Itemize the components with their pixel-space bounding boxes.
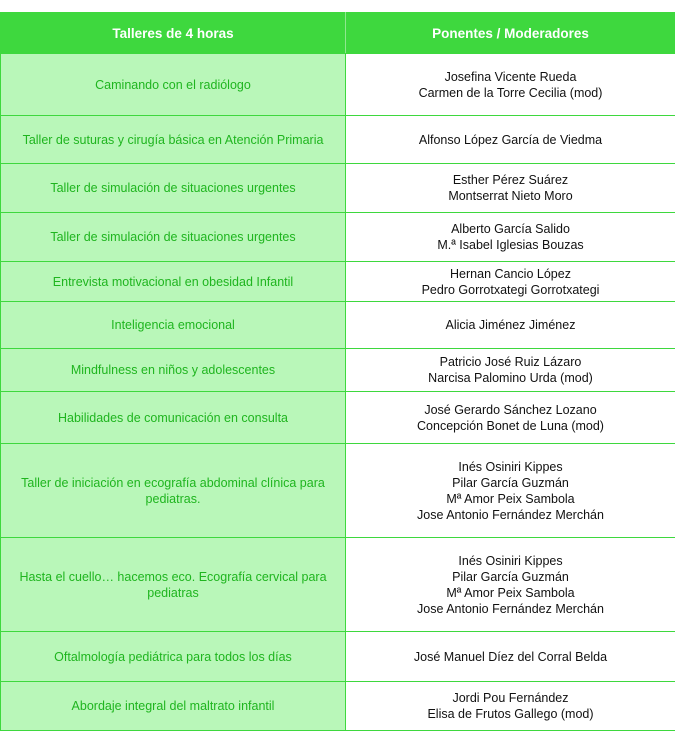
speaker-name: Alicia Jiménez Jiménez [445, 318, 576, 332]
workshop-title: Taller de simulación de situaciones urgentes [1, 213, 346, 262]
workshop-title: Hasta el cuello… hacemos eco. Ecografía cervical para pediatras [1, 538, 346, 632]
table-row [1, 54, 675, 116]
table-row [1, 632, 675, 682]
speaker-name: Esther Pérez Suárez [452, 173, 569, 187]
workshop-speakers [346, 262, 675, 302]
workshop-speakers [346, 632, 675, 682]
workshop-speakers [346, 164, 675, 213]
table-row [1, 262, 675, 302]
speaker-name: Josefina Vicente Rueda [444, 69, 577, 84]
speaker-name: Inés Osiniri Kippes [458, 459, 563, 474]
speaker-name: Pilar García Guzmán [452, 475, 569, 490]
speaker-name: Inés Osiniri Kippes [458, 553, 563, 568]
speaker-name: José Gerardo Sánchez Lozano [424, 402, 597, 417]
speaker-name: Concepción Bonet de Luna (mod) [417, 418, 604, 433]
speaker-name: Jose Antonio Fernández Merchán [417, 507, 604, 522]
speaker-name: Elisa de Frutos Gallego (mod) [427, 707, 594, 721]
speaker-name: Jose Antonio Fernández Merchán [417, 601, 604, 616]
header-row [1, 13, 675, 54]
workshop-title: Caminando con el radiólogo [1, 54, 346, 116]
speaker-name: Carmen de la Torre Cecilia (mod) [418, 85, 603, 100]
speaker-name: Alfonso López García de Viedma [418, 132, 603, 147]
table-body [1, 54, 675, 731]
speaker-name: Jordi Pou Fernández [452, 691, 569, 705]
speaker-name: Mª Amor Peix Sambola [446, 491, 575, 506]
column-header-speakers: Ponentes / Moderadores [346, 13, 675, 54]
speaker-name: José Manuel Díez del Corral Belda [413, 649, 608, 664]
workshop-title: Oftalmología pediátrica para todos los días [1, 632, 346, 682]
workshop-title: Inteligencia emocional [1, 302, 346, 349]
workshop-speakers [346, 392, 675, 444]
workshops-table [0, 12, 675, 731]
speaker-name: Narcisa Palomino Urda (mod) [428, 371, 593, 385]
table-row [1, 213, 675, 262]
speaker-name: Patricio José Ruiz Lázaro [439, 355, 582, 369]
workshop-title: Habilidades de comunicación en consulta [1, 392, 346, 444]
table-row [1, 302, 675, 349]
workshop-speakers [346, 302, 675, 349]
workshop-title: Taller de suturas y cirugía básica en Atención Primaria [1, 116, 346, 164]
table-row [1, 392, 675, 444]
speaker-name: M.ª Isabel Iglesias Bouzas [437, 238, 584, 252]
workshop-title: Entrevista motivacional en obesidad Infantil [1, 262, 346, 302]
column-header-workshops: Talleres de 4 horas [1, 13, 346, 54]
table-row [1, 444, 675, 538]
speaker-name: Pedro Gorrotxategi Gorrotxategi [421, 282, 600, 297]
speaker-name: Mª Amor Peix Sambola [446, 585, 575, 600]
workshop-speakers [346, 116, 675, 164]
workshop-speakers [346, 213, 675, 262]
workshop-title: Mindfulness en niños y adolescentes [1, 349, 346, 392]
table-row [1, 164, 675, 213]
workshop-title: Taller de iniciación en ecografía abdominal clínica para pediatras. [1, 444, 346, 538]
workshop-title: Abordaje integral del maltrato infantil [1, 682, 346, 731]
workshop-speakers [346, 349, 675, 392]
workshop-speakers [346, 538, 675, 632]
workshop-speakers [346, 444, 675, 538]
table-row [1, 538, 675, 632]
speaker-name: Hernan Cancio López [450, 266, 571, 281]
speaker-name: Montserrat Nieto Moro [448, 189, 573, 203]
workshop-speakers [346, 682, 675, 731]
speaker-name: Alberto García Salido [451, 222, 570, 236]
table-row [1, 116, 675, 164]
speaker-name: Pilar García Guzmán [452, 569, 569, 584]
workshop-speakers [346, 54, 675, 116]
workshop-title: Taller de simulación de situaciones urgentes [1, 164, 346, 213]
table-row [1, 349, 675, 392]
table-row [1, 682, 675, 731]
